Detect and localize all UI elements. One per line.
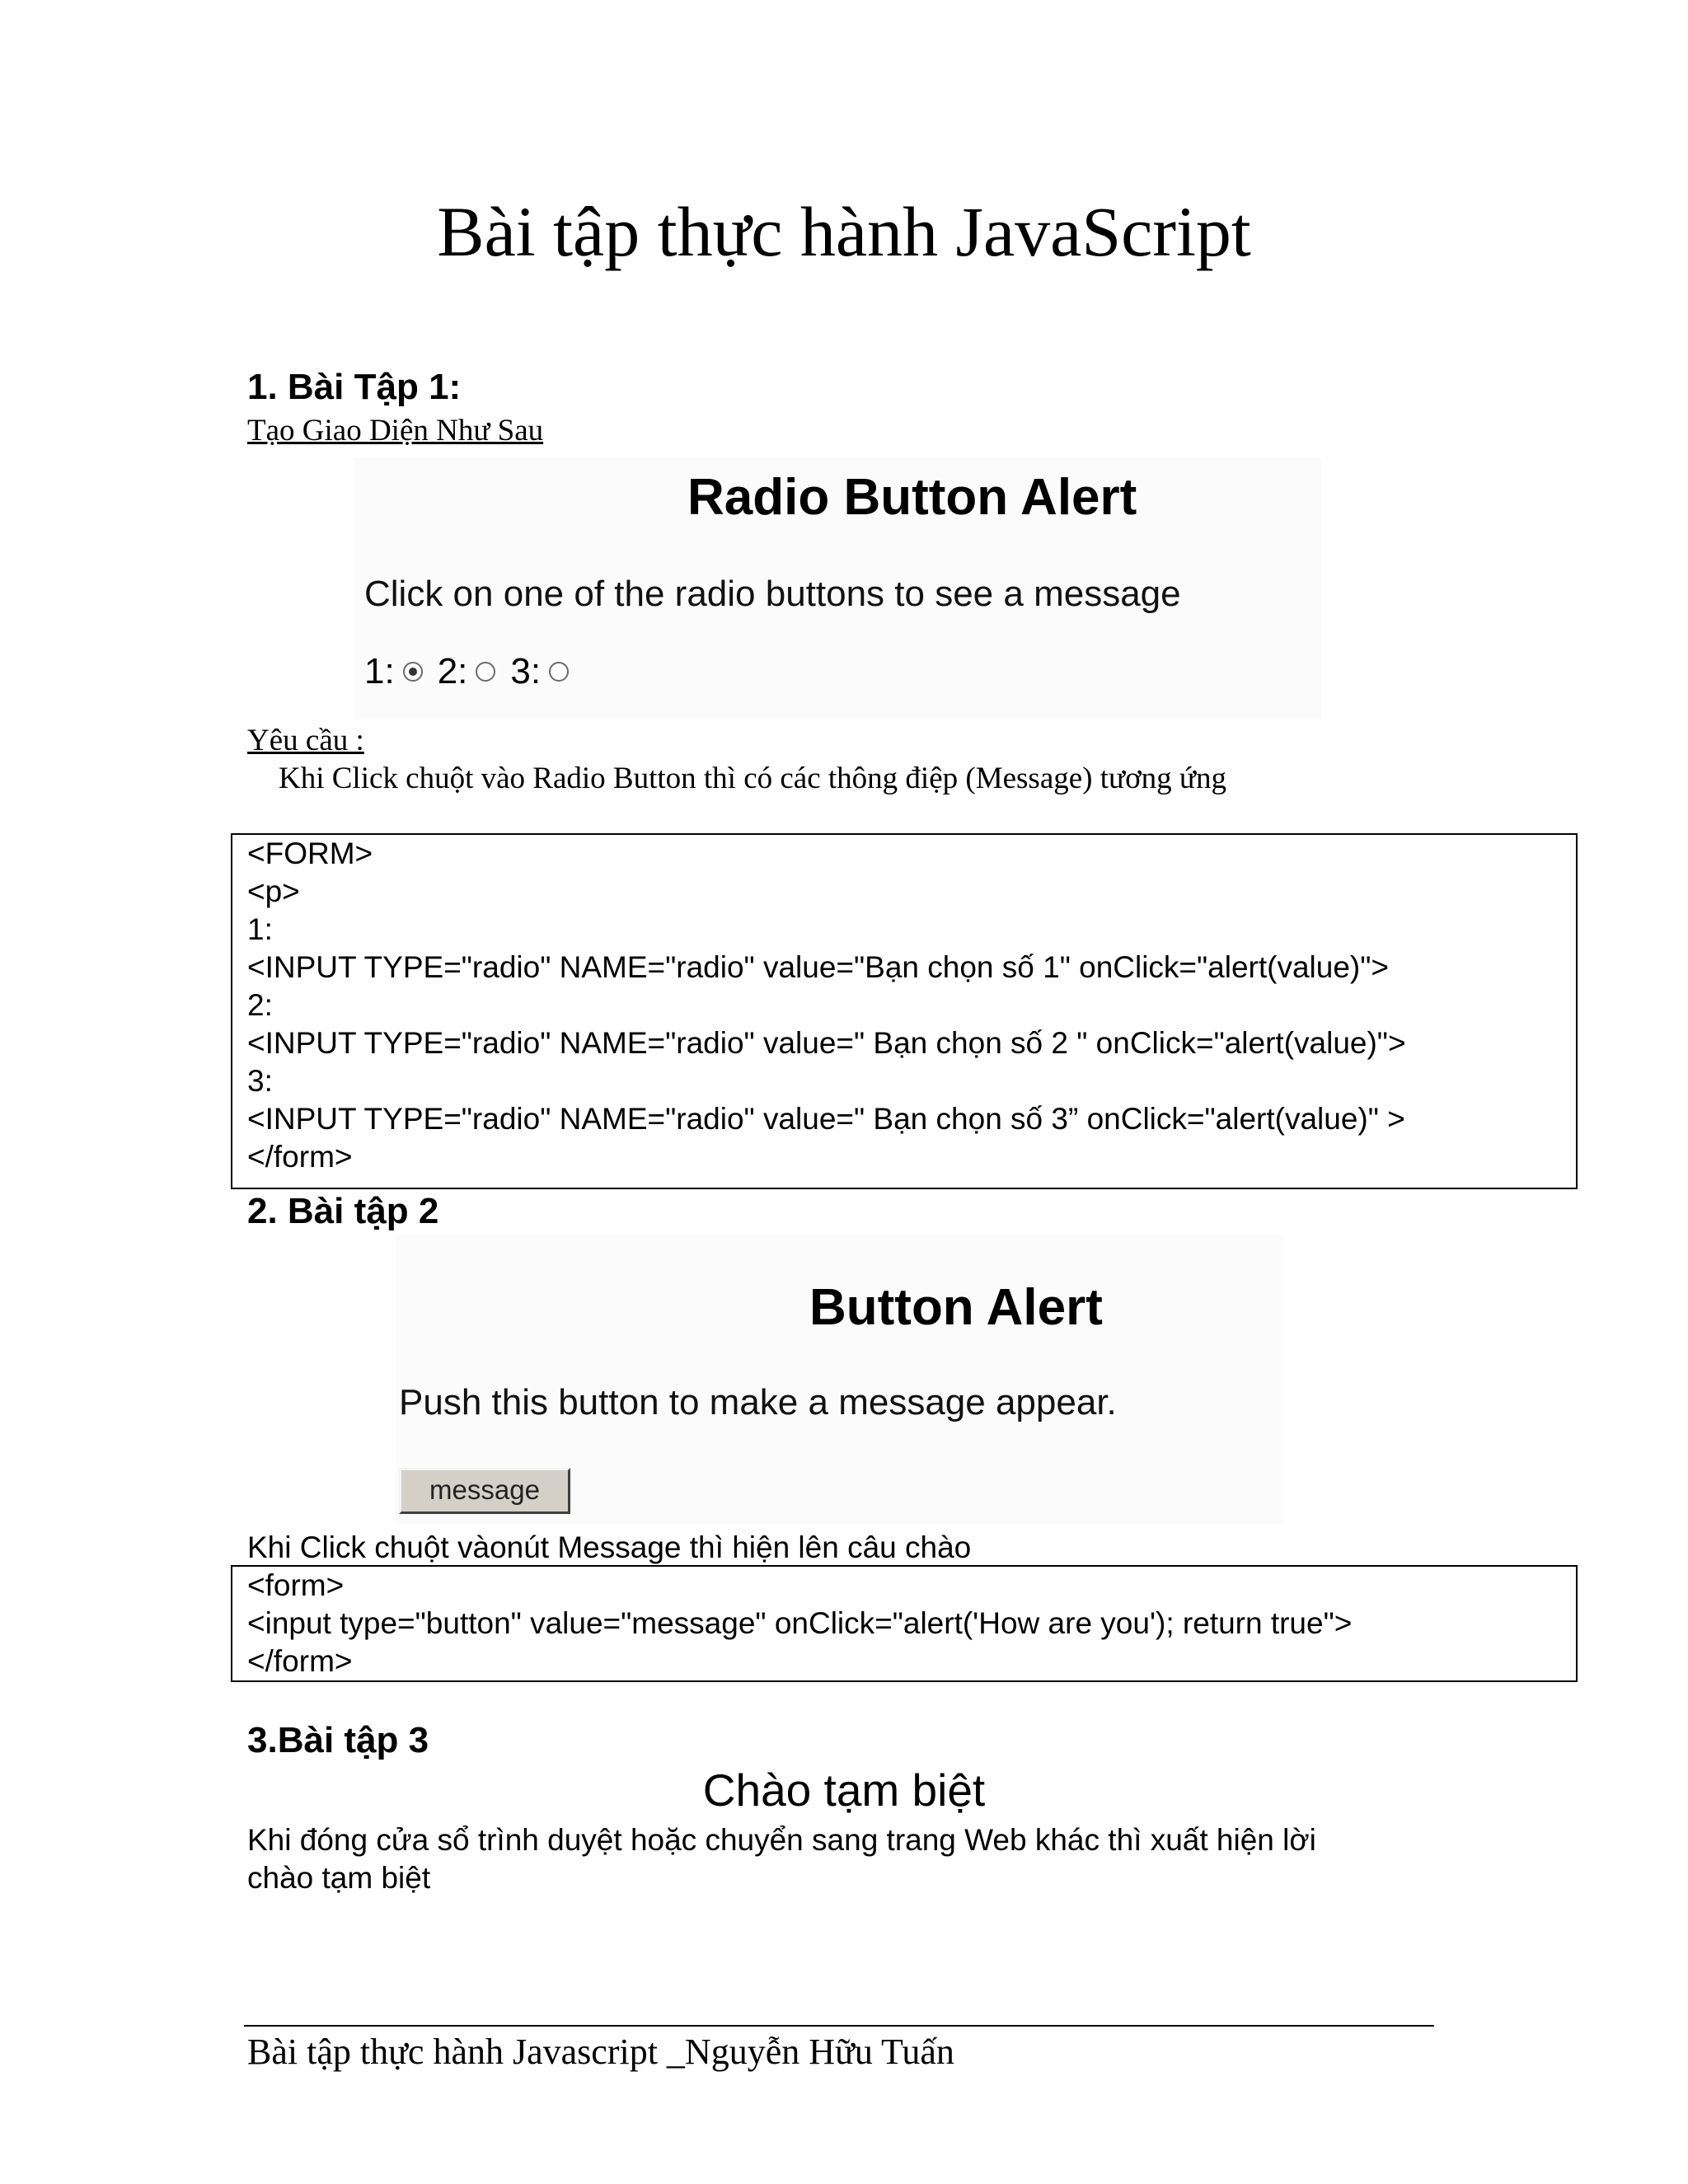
footer-divider	[244, 2025, 1434, 2027]
radio-button-1[interactable]	[403, 662, 423, 682]
exercise-1-heading: 1. Bài Tập 1:	[247, 367, 462, 407]
code-line: <input type="button" value="message" onClick="alert('How are you'); return true">	[247, 1606, 1353, 1640]
footer-text: Bài tập thực hành Javascript _Nguyễn Hữu Tuấn	[247, 2032, 954, 2072]
code-line: </form>	[247, 1140, 353, 1174]
button-demo-instruction: Push this button to make a message appear.	[399, 1382, 1117, 1422]
exercise-3-heading: 3.Bài tập 3	[247, 1720, 429, 1760]
radio-group	[364, 651, 584, 691]
radio-demo-title: Radio Button Alert	[687, 469, 1137, 526]
code-line: <INPUT TYPE="radio" NAME="radio" value="Bạn chọn số 1" onClick="alert(value)">	[247, 950, 1389, 984]
button-demo-title: Button Alert	[809, 1279, 1103, 1336]
code-line: <INPUT TYPE="radio" NAME="radio" value=" Bạn chọn số 2 " onClick="alert(value)">	[247, 1026, 1406, 1060]
code-line: <p>	[247, 874, 300, 908]
exercise-2-heading: 2. Bài tập 2	[247, 1191, 439, 1231]
exercise-3-description-line-2: chào tạm biệt	[247, 1861, 431, 1895]
radio-alert-demo	[354, 457, 1322, 719]
exercise-1-code-box	[231, 833, 1578, 1189]
radio-button-3[interactable]	[549, 662, 569, 682]
message-button[interactable]: message	[399, 1468, 570, 1514]
exercise-2-description: Khi Click chuột vàonút Message thì hiện lên câu chào	[247, 1530, 972, 1564]
requirement-text: Khi Click chuột vào Radio Button thì có các thông điệp (Message) tương ứng	[279, 762, 1226, 795]
exercise-2-code-box	[231, 1565, 1578, 1682]
code-line: <INPUT TYPE="radio" NAME="radio" value=" Bạn chọn số 3” onClick="alert(value)" >	[247, 1102, 1405, 1136]
exercise-3-description-line-1: Khi đóng cửa sổ trình duyệt hoặc chuyển sang trang Web khác thì xuất hiện lời	[247, 1823, 1316, 1857]
radio-label-2: 2:	[437, 651, 468, 691]
code-line: 2:	[247, 988, 273, 1022]
code-line: 1:	[247, 912, 273, 946]
requirement-label: Yêu cầu :	[247, 724, 364, 757]
exercise-1-subheading: Tạo Giao Diện Như Sau	[247, 414, 544, 448]
exercise-3-title: Chào tạm biệt	[702, 1765, 986, 1816]
document-title: Bài tập thực hành JavaScript	[437, 192, 1251, 271]
radio-label-3: 3:	[510, 651, 542, 691]
code-line: <FORM>	[247, 837, 373, 870]
button-alert-demo	[396, 1235, 1282, 1525]
code-line: 3:	[247, 1064, 273, 1098]
code-line: <form>	[247, 1568, 345, 1602]
radio-button-2[interactable]	[476, 662, 495, 682]
code-line: </form>	[247, 1644, 353, 1678]
radio-demo-instruction: Click on one of the radio buttons to see a message	[364, 574, 1181, 614]
radio-label-1: 1:	[364, 651, 395, 691]
